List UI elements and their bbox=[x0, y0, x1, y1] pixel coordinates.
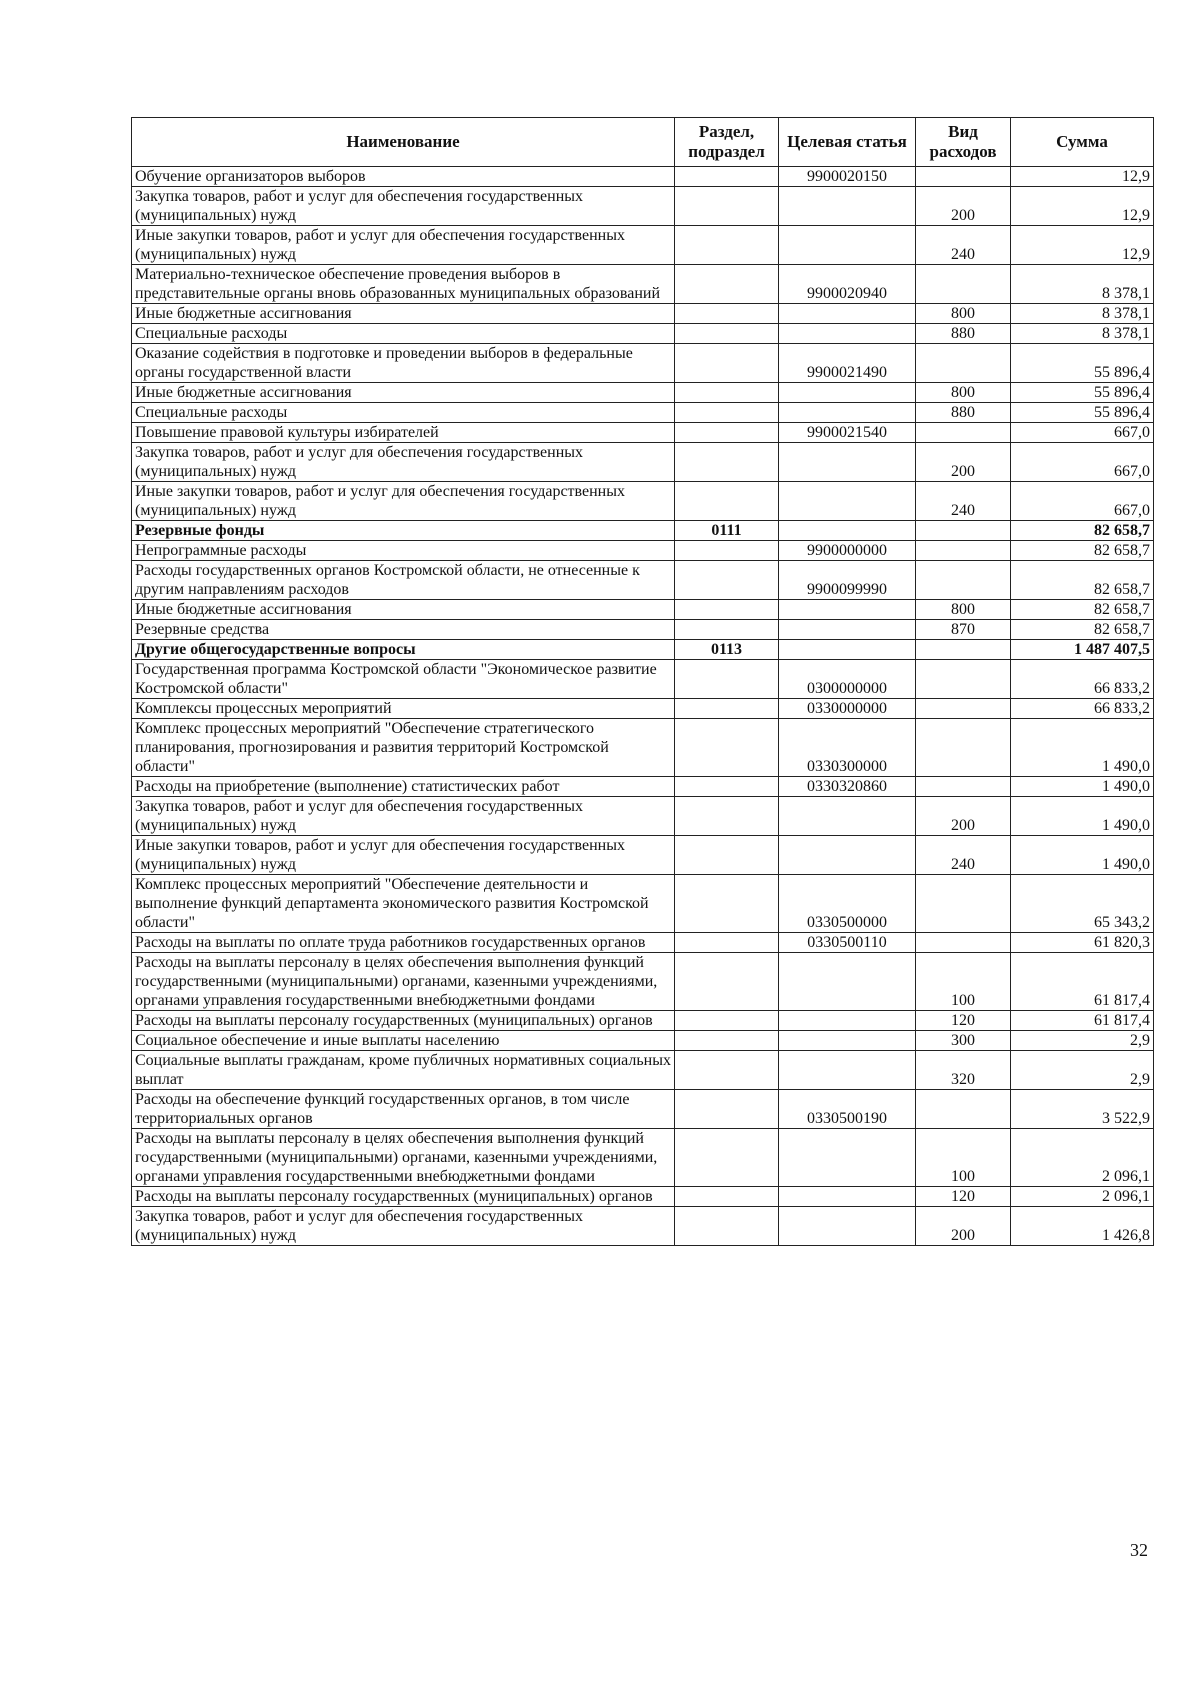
table-row bbox=[132, 383, 1154, 403]
cell-sum: 55 896,4 bbox=[1011, 383, 1154, 403]
table-row bbox=[132, 304, 1154, 324]
header-sum: Сумма bbox=[1011, 118, 1154, 167]
cell-article: 0330500110 bbox=[779, 933, 916, 953]
cell-section bbox=[675, 777, 779, 797]
cell-name: Государственная программа Костромской области "Экономическое развитие Костромской области" bbox=[132, 660, 675, 699]
cell-article: 0330300000 bbox=[779, 719, 916, 777]
cell-kind: 800 bbox=[916, 304, 1011, 324]
cell-sum: 2 096,1 bbox=[1011, 1129, 1154, 1187]
cell-name: Расходы на приобретение (выполнение) статистических работ bbox=[132, 777, 675, 797]
cell-kind: 120 bbox=[916, 1187, 1011, 1207]
table-row bbox=[132, 541, 1154, 561]
cell-name: Повышение правовой культуры избирателей bbox=[132, 423, 675, 443]
cell-kind: 240 bbox=[916, 482, 1011, 521]
cell-name: Закупка товаров, работ и услуг для обеспечения государственных (муниципальных) нужд bbox=[132, 797, 675, 836]
cell-sum: 2,9 bbox=[1011, 1051, 1154, 1090]
cell-sum: 1 426,8 bbox=[1011, 1207, 1154, 1246]
cell-article: 9900020940 bbox=[779, 265, 916, 304]
page-number: 32 bbox=[1130, 1540, 1148, 1560]
cell-section bbox=[675, 344, 779, 383]
cell-article bbox=[779, 640, 916, 660]
cell-name: Иные закупки товаров, работ и услуг для обеспечения государственных (муниципальных) нужд bbox=[132, 226, 675, 265]
cell-sum: 3 522,9 bbox=[1011, 1090, 1154, 1129]
cell-sum: 66 833,2 bbox=[1011, 699, 1154, 719]
cell-article: 9900099990 bbox=[779, 561, 916, 600]
cell-sum: 55 896,4 bbox=[1011, 403, 1154, 423]
cell-kind bbox=[916, 265, 1011, 304]
cell-sum: 61 817,4 bbox=[1011, 953, 1154, 1011]
cell-name: Расходы на выплаты персоналу государственных (муниципальных) органов bbox=[132, 1187, 675, 1207]
cell-section bbox=[675, 600, 779, 620]
table-row bbox=[132, 953, 1154, 1011]
cell-kind bbox=[916, 699, 1011, 719]
cell-section bbox=[675, 265, 779, 304]
cell-article bbox=[779, 1051, 916, 1090]
cell-kind: 870 bbox=[916, 620, 1011, 640]
cell-name: Обучение организаторов выборов bbox=[132, 167, 675, 187]
cell-article: 0330320860 bbox=[779, 777, 916, 797]
cell-section bbox=[675, 403, 779, 423]
table-row bbox=[132, 1207, 1154, 1246]
table-row bbox=[132, 797, 1154, 836]
cell-article: 0300000000 bbox=[779, 660, 916, 699]
cell-kind: 300 bbox=[916, 1031, 1011, 1051]
cell-kind: 200 bbox=[916, 443, 1011, 482]
cell-kind: 240 bbox=[916, 226, 1011, 265]
cell-section bbox=[675, 620, 779, 640]
cell-sum: 2 096,1 bbox=[1011, 1187, 1154, 1207]
cell-kind: 880 bbox=[916, 324, 1011, 344]
cell-section bbox=[675, 443, 779, 482]
cell-section bbox=[675, 561, 779, 600]
cell-sum: 1 487 407,5 bbox=[1011, 640, 1154, 660]
cell-article bbox=[779, 1207, 916, 1246]
table-row bbox=[132, 324, 1154, 344]
cell-kind bbox=[916, 1090, 1011, 1129]
cell-sum: 82 658,7 bbox=[1011, 541, 1154, 561]
header-kind: Вид расходов bbox=[916, 118, 1011, 167]
cell-kind: 200 bbox=[916, 187, 1011, 226]
cell-article: 0330000000 bbox=[779, 699, 916, 719]
cell-article bbox=[779, 304, 916, 324]
table-row bbox=[132, 699, 1154, 719]
cell-article bbox=[779, 324, 916, 344]
header-name: Наименование bbox=[132, 118, 675, 167]
cell-kind bbox=[916, 344, 1011, 383]
cell-section bbox=[675, 482, 779, 521]
cell-section bbox=[675, 719, 779, 777]
budget-table bbox=[131, 117, 1154, 1246]
cell-sum: 66 833,2 bbox=[1011, 660, 1154, 699]
cell-kind bbox=[916, 777, 1011, 797]
table-row bbox=[132, 226, 1154, 265]
table-row bbox=[132, 187, 1154, 226]
cell-sum: 12,9 bbox=[1011, 226, 1154, 265]
cell-sum: 82 658,7 bbox=[1011, 561, 1154, 600]
cell-section bbox=[675, 1207, 779, 1246]
cell-sum: 8 378,1 bbox=[1011, 304, 1154, 324]
cell-kind bbox=[916, 660, 1011, 699]
cell-kind bbox=[916, 719, 1011, 777]
cell-kind: 120 bbox=[916, 1011, 1011, 1031]
cell-sum: 61 817,4 bbox=[1011, 1011, 1154, 1031]
cell-name: Специальные расходы bbox=[132, 324, 675, 344]
cell-sum: 82 658,7 bbox=[1011, 521, 1154, 541]
cell-kind: 100 bbox=[916, 953, 1011, 1011]
table-row bbox=[132, 1011, 1154, 1031]
cell-section bbox=[675, 797, 779, 836]
cell-article: 0330500000 bbox=[779, 875, 916, 933]
cell-name: Другие общегосударственные вопросы bbox=[132, 640, 675, 660]
cell-article bbox=[779, 383, 916, 403]
cell-section bbox=[675, 1129, 779, 1187]
cell-sum: 55 896,4 bbox=[1011, 344, 1154, 383]
table-row bbox=[132, 660, 1154, 699]
cell-section bbox=[675, 933, 779, 953]
cell-section: 0113 bbox=[675, 640, 779, 660]
cell-name: Расходы государственных органов Костромской области, не отнесенные к другим направлениям расходов bbox=[132, 561, 675, 600]
cell-section bbox=[675, 383, 779, 403]
cell-section bbox=[675, 953, 779, 1011]
cell-section: 0111 bbox=[675, 521, 779, 541]
cell-name: Резервные средства bbox=[132, 620, 675, 640]
cell-section bbox=[675, 226, 779, 265]
cell-article: 0330500190 bbox=[779, 1090, 916, 1129]
cell-name: Социальное обеспечение и иные выплаты населению bbox=[132, 1031, 675, 1051]
cell-section bbox=[675, 699, 779, 719]
cell-kind: 320 bbox=[916, 1051, 1011, 1090]
cell-section bbox=[675, 324, 779, 344]
cell-kind bbox=[916, 933, 1011, 953]
table-row bbox=[132, 875, 1154, 933]
cell-name: Иные бюджетные ассигнования bbox=[132, 600, 675, 620]
cell-article bbox=[779, 953, 916, 1011]
cell-name: Расходы на выплаты персоналу в целях обеспечения выполнения функций государственными (муниципальными) органами, казенными учреждениями, органами управления государственными внебюджетными фондами bbox=[132, 953, 675, 1011]
cell-name: Комплекс процессных мероприятий "Обеспечение деятельности и выполнение функций департамента экономического развития Костромской области" bbox=[132, 875, 675, 933]
cell-sum: 1 490,0 bbox=[1011, 836, 1154, 875]
cell-name: Расходы на выплаты персоналу в целях обеспечения выполнения функций государственными (муниципальными) органами, казенными учреждениями, органами управления государственными внебюджетными фондами bbox=[132, 1129, 675, 1187]
table-header bbox=[132, 118, 1154, 167]
cell-sum: 8 378,1 bbox=[1011, 265, 1154, 304]
cell-article bbox=[779, 620, 916, 640]
cell-sum: 1 490,0 bbox=[1011, 777, 1154, 797]
header-article: Целевая статья bbox=[779, 118, 916, 167]
table-row bbox=[132, 265, 1154, 304]
cell-name: Иные закупки товаров, работ и услуг для обеспечения государственных (муниципальных) нужд bbox=[132, 836, 675, 875]
table-row bbox=[132, 443, 1154, 482]
table-row bbox=[132, 719, 1154, 777]
cell-section bbox=[675, 304, 779, 324]
cell-article bbox=[779, 226, 916, 265]
table-row bbox=[132, 561, 1154, 600]
cell-article bbox=[779, 1187, 916, 1207]
cell-kind: 100 bbox=[916, 1129, 1011, 1187]
table-row bbox=[132, 933, 1154, 953]
cell-article bbox=[779, 1031, 916, 1051]
cell-kind bbox=[916, 640, 1011, 660]
table-row bbox=[132, 482, 1154, 521]
table-row bbox=[132, 836, 1154, 875]
cell-name: Иные закупки товаров, работ и услуг для обеспечения государственных (муниципальных) нужд bbox=[132, 482, 675, 521]
table-body bbox=[132, 167, 1154, 1246]
cell-section bbox=[675, 1090, 779, 1129]
cell-sum: 667,0 bbox=[1011, 423, 1154, 443]
cell-name: Резервные фонды bbox=[132, 521, 675, 541]
table-row bbox=[132, 521, 1154, 541]
cell-kind: 800 bbox=[916, 383, 1011, 403]
cell-sum: 1 490,0 bbox=[1011, 719, 1154, 777]
table-row bbox=[132, 1090, 1154, 1129]
table-row bbox=[132, 1187, 1154, 1207]
header-section: Раздел, подраздел bbox=[675, 118, 779, 167]
cell-sum: 65 343,2 bbox=[1011, 875, 1154, 933]
cell-sum: 12,9 bbox=[1011, 187, 1154, 226]
cell-article: 9900021540 bbox=[779, 423, 916, 443]
cell-kind bbox=[916, 521, 1011, 541]
cell-section bbox=[675, 836, 779, 875]
cell-kind: 200 bbox=[916, 797, 1011, 836]
cell-kind bbox=[916, 541, 1011, 561]
cell-article bbox=[779, 443, 916, 482]
cell-kind bbox=[916, 561, 1011, 600]
cell-sum: 1 490,0 bbox=[1011, 797, 1154, 836]
cell-article bbox=[779, 797, 916, 836]
cell-section bbox=[675, 541, 779, 561]
cell-section bbox=[675, 1187, 779, 1207]
cell-article bbox=[779, 521, 916, 541]
cell-name: Расходы на выплаты по оплате труда работников государственных органов bbox=[132, 933, 675, 953]
cell-article: 9900020150 bbox=[779, 167, 916, 187]
cell-sum: 2,9 bbox=[1011, 1031, 1154, 1051]
cell-sum: 12,9 bbox=[1011, 167, 1154, 187]
table-row bbox=[132, 600, 1154, 620]
cell-section bbox=[675, 1051, 779, 1090]
cell-name: Материально-техническое обеспечение проведения выборов в представительные органы вновь образованных муниципальных образований bbox=[132, 265, 675, 304]
table-row bbox=[132, 423, 1154, 443]
table-row bbox=[132, 1051, 1154, 1090]
table-row bbox=[132, 167, 1154, 187]
cell-kind: 880 bbox=[916, 403, 1011, 423]
cell-name: Иные бюджетные ассигнования bbox=[132, 383, 675, 403]
cell-section bbox=[675, 660, 779, 699]
cell-name: Комплекс процессных мероприятий "Обеспечение стратегического планирования, прогнозирования и развития территорий Костромской области" bbox=[132, 719, 675, 777]
cell-article bbox=[779, 187, 916, 226]
cell-article bbox=[779, 403, 916, 423]
cell-article bbox=[779, 836, 916, 875]
cell-name: Специальные расходы bbox=[132, 403, 675, 423]
table-row bbox=[132, 777, 1154, 797]
cell-name: Иные бюджетные ассигнования bbox=[132, 304, 675, 324]
cell-sum: 82 658,7 bbox=[1011, 620, 1154, 640]
table-row bbox=[132, 344, 1154, 383]
cell-kind bbox=[916, 423, 1011, 443]
table-row bbox=[132, 1129, 1154, 1187]
cell-name: Расходы на выплаты персоналу государственных (муниципальных) органов bbox=[132, 1011, 675, 1031]
cell-article bbox=[779, 1011, 916, 1031]
cell-name: Закупка товаров, работ и услуг для обеспечения государственных (муниципальных) нужд bbox=[132, 1207, 675, 1246]
cell-article bbox=[779, 600, 916, 620]
cell-section bbox=[675, 423, 779, 443]
table-row bbox=[132, 1031, 1154, 1051]
cell-sum: 667,0 bbox=[1011, 443, 1154, 482]
cell-article: 9900021490 bbox=[779, 344, 916, 383]
cell-name: Закупка товаров, работ и услуг для обеспечения государственных (муниципальных) нужд bbox=[132, 187, 675, 226]
cell-sum: 8 378,1 bbox=[1011, 324, 1154, 344]
cell-name: Непрограммные расходы bbox=[132, 541, 675, 561]
cell-name: Расходы на обеспечение функций государственных органов, в том числе территориальных органов bbox=[132, 1090, 675, 1129]
cell-kind: 240 bbox=[916, 836, 1011, 875]
cell-section bbox=[675, 875, 779, 933]
cell-kind: 200 bbox=[916, 1207, 1011, 1246]
cell-section bbox=[675, 1011, 779, 1031]
cell-section bbox=[675, 187, 779, 226]
cell-sum: 61 820,3 bbox=[1011, 933, 1154, 953]
cell-name: Оказание содействия в подготовке и проведении выборов в федеральные органы государственной власти bbox=[132, 344, 675, 383]
cell-kind: 800 bbox=[916, 600, 1011, 620]
cell-sum: 667,0 bbox=[1011, 482, 1154, 521]
table-row bbox=[132, 403, 1154, 423]
cell-article bbox=[779, 482, 916, 521]
cell-kind bbox=[916, 167, 1011, 187]
cell-article: 9900000000 bbox=[779, 541, 916, 561]
cell-sum: 82 658,7 bbox=[1011, 600, 1154, 620]
table-row bbox=[132, 620, 1154, 640]
cell-kind bbox=[916, 875, 1011, 933]
cell-section bbox=[675, 1031, 779, 1051]
cell-article bbox=[779, 1129, 916, 1187]
cell-name: Комплексы процессных мероприятий bbox=[132, 699, 675, 719]
cell-name: Закупка товаров, работ и услуг для обеспечения государственных (муниципальных) нужд bbox=[132, 443, 675, 482]
cell-name: Социальные выплаты гражданам, кроме публичных нормативных социальных выплат bbox=[132, 1051, 675, 1090]
cell-section bbox=[675, 167, 779, 187]
table-row bbox=[132, 640, 1154, 660]
